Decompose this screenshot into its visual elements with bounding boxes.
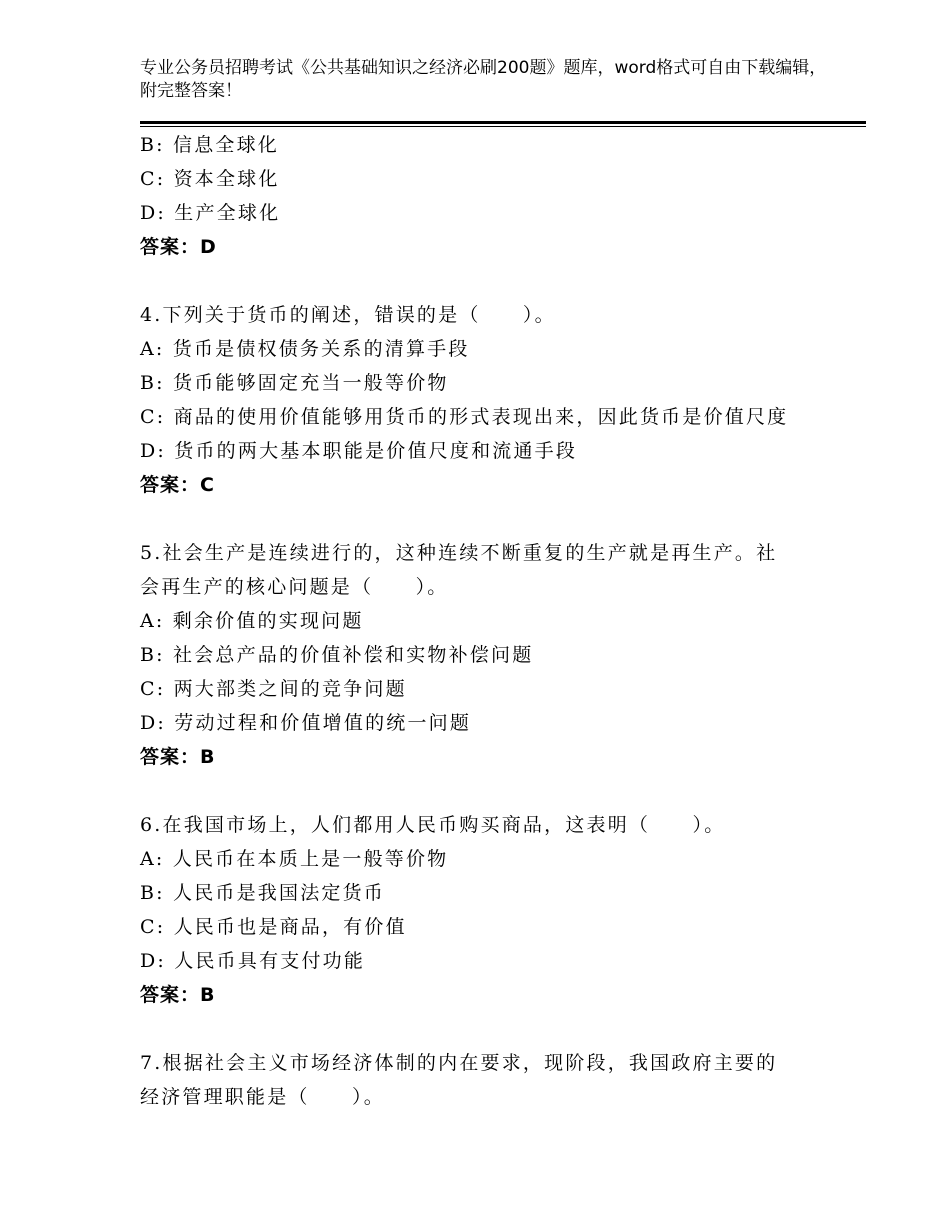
question-3-option-c: C: 资本全球化 — [140, 168, 280, 190]
question-7-stem-line-1: 7.根据社会主义市场经济体制的内在要求，现阶段，我国政府主要的 — [140, 1052, 778, 1074]
question-6-stem: 6.在我国市场上，人们都用人民币购买商品，这表明（ ）。 — [140, 814, 726, 836]
spacer — [140, 774, 840, 808]
question-4-option-a: A: 货币是债权债务关系的清算手段 — [140, 338, 470, 360]
question-7-stem-line-2: 经济管理职能是（ ）。 — [140, 1086, 385, 1108]
question-3-option-b: B: 信息全球化 — [140, 134, 280, 156]
spacer — [140, 1012, 840, 1046]
header-divider-thin — [140, 126, 866, 127]
question-6-block — [140, 808, 840, 1012]
document-body — [140, 128, 840, 1114]
page-header: 专业公务员招聘考试《公共基础知识之经济必刷200题》题库，word格式可自由下载编辑，附完整答案！ — [140, 58, 827, 101]
question-3-option-d: D: 生产全球化 — [140, 202, 281, 224]
spacer — [140, 264, 840, 298]
question-6-answer: 答案：B — [140, 984, 216, 1006]
question-5-option-a: A: 剩余价值的实现问题 — [140, 610, 364, 632]
question-5-option-c: C: 两大部类之间的竞争问题 — [140, 678, 407, 700]
question-6-option-b: B: 人民币是我国法定货币 — [140, 882, 386, 904]
question-5-block — [140, 536, 840, 774]
question-5-answer: 答案：B — [140, 746, 216, 768]
question-7-block — [140, 1046, 840, 1114]
question-6-option-d: D: 人民币具有支付功能 — [140, 950, 366, 972]
question-5-stem-line-1: 5.社会生产是连续进行的，这种连续不断重复的生产就是再生产。社 — [140, 542, 778, 564]
question-6-option-c: C: 人民币也是商品，有价值 — [140, 916, 407, 938]
spacer — [140, 502, 840, 536]
question-6-option-a: A: 人民币在本质上是一般等价物 — [140, 848, 449, 870]
question-4-stem: 4.下列关于货币的阐述，错误的是（ ）。 — [140, 304, 556, 326]
question-4-block — [140, 298, 840, 502]
header-divider-thick — [140, 121, 866, 124]
question-5-option-b: B: 社会总产品的价值补偿和实物补偿问题 — [140, 644, 534, 666]
question-4-option-b: B: 货币能够固定充当一般等价物 — [140, 372, 449, 394]
question-3-block — [140, 128, 840, 264]
question-5-option-d: D: 劳动过程和价值增值的统一问题 — [140, 712, 472, 734]
question-4-answer: 答案：C — [140, 474, 215, 496]
question-5-stem-line-2: 会再生产的核心问题是（ ）。 — [140, 576, 449, 598]
question-3-answer: 答案：D — [140, 236, 217, 258]
question-4-option-d: D: 货币的两大基本职能是价值尺度和流通手段 — [140, 440, 578, 462]
question-4-option-c: C: 商品的使用价值能够用货币的形式表现出来，因此货币是价值尺度 — [140, 406, 789, 428]
